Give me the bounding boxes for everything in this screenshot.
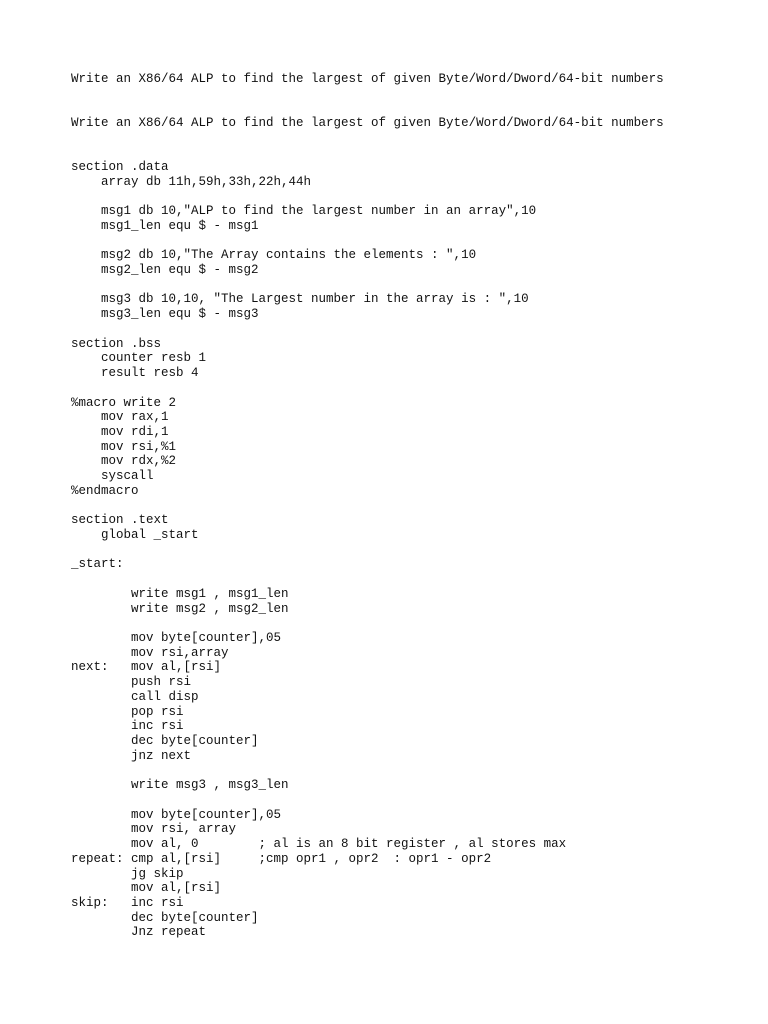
code-line: mov rsi, array xyxy=(71,822,237,837)
code-line: skip: inc rsi xyxy=(71,895,184,910)
code-listing xyxy=(71,160,566,940)
code-line: section .bss xyxy=(71,336,162,351)
code-line: dec byte[counter] xyxy=(71,910,259,925)
code-line: mov al,[rsi] xyxy=(71,881,222,896)
code-line xyxy=(71,278,566,293)
code-line: msg1 db 10,"ALP to find the largest number in an array",10 xyxy=(71,204,537,219)
code-line: result resb 4 xyxy=(71,366,199,381)
code-line: msg1_len equ $ - msg1 xyxy=(71,218,259,233)
code-line: %endmacro xyxy=(71,483,139,498)
code-line: next: mov al,[rsi] xyxy=(71,660,222,675)
code-line: write msg3 , msg3_len xyxy=(71,778,289,793)
code-line xyxy=(71,616,566,631)
code-line: mov rsi,%1 xyxy=(71,439,177,454)
code-line: section .data xyxy=(71,160,169,174)
code-line xyxy=(71,234,566,249)
code-line xyxy=(71,572,566,587)
code-line: %macro write 2 xyxy=(71,395,177,410)
code-line: section .text xyxy=(71,513,169,528)
code-line xyxy=(71,793,566,808)
code-line: msg2 db 10,"The Array contains the elements : ",10 xyxy=(71,248,477,263)
code-line: jnz next xyxy=(71,748,192,763)
code-line: jg skip xyxy=(71,866,184,881)
code-line: global _start xyxy=(71,527,199,542)
code-line: msg3 db 10,10, "The Largest number in the array is : ",10 xyxy=(71,292,529,307)
code-line: _start: xyxy=(71,557,124,572)
code-line: call disp xyxy=(71,689,199,704)
code-line: pop rsi xyxy=(71,704,184,719)
code-line xyxy=(71,763,566,778)
code-line: dec byte[counter] xyxy=(71,734,259,749)
code-line: Jnz repeat xyxy=(71,925,207,940)
code-line: syscall xyxy=(71,469,154,484)
code-line: mov byte[counter],05 xyxy=(71,631,282,645)
code-line: mov byte[counter],05 xyxy=(71,807,282,822)
code-line: array db 11h,59h,33h,22h,44h xyxy=(71,174,312,189)
assignment-title-repeat: Write an X86/64 ALP to find the largest of given Byte/Word/Dword/64-bit numbers xyxy=(71,116,664,130)
code-line xyxy=(71,322,566,337)
code-line: mov rdi,1 xyxy=(71,424,169,439)
assignment-title: Write an X86/64 ALP to find the largest of given Byte/Word/Dword/64-bit numbers xyxy=(71,72,664,86)
code-line: push rsi xyxy=(71,675,192,690)
code-line: counter resb 1 xyxy=(71,351,207,366)
code-line xyxy=(71,543,566,558)
code-line: msg3_len equ $ - msg3 xyxy=(71,307,259,322)
code-line xyxy=(71,189,566,204)
code-line: mov rdx,%2 xyxy=(71,454,177,469)
code-line: write msg2 , msg2_len xyxy=(71,601,289,616)
code-line: mov rsi,array xyxy=(71,645,229,660)
code-line xyxy=(71,381,566,396)
code-line: mov al, 0 ; al is an 8 bit register , al stores max xyxy=(71,837,567,852)
code-line: msg2_len equ $ - msg2 xyxy=(71,263,259,278)
code-line: mov rax,1 xyxy=(71,410,169,425)
code-line: write msg1 , msg1_len xyxy=(71,586,289,601)
code-line: inc rsi xyxy=(71,719,184,734)
code-line: repeat: cmp al,[rsi] ;cmp opr1 , opr2 : opr1 - opr2 xyxy=(71,851,492,866)
code-line xyxy=(71,499,566,514)
